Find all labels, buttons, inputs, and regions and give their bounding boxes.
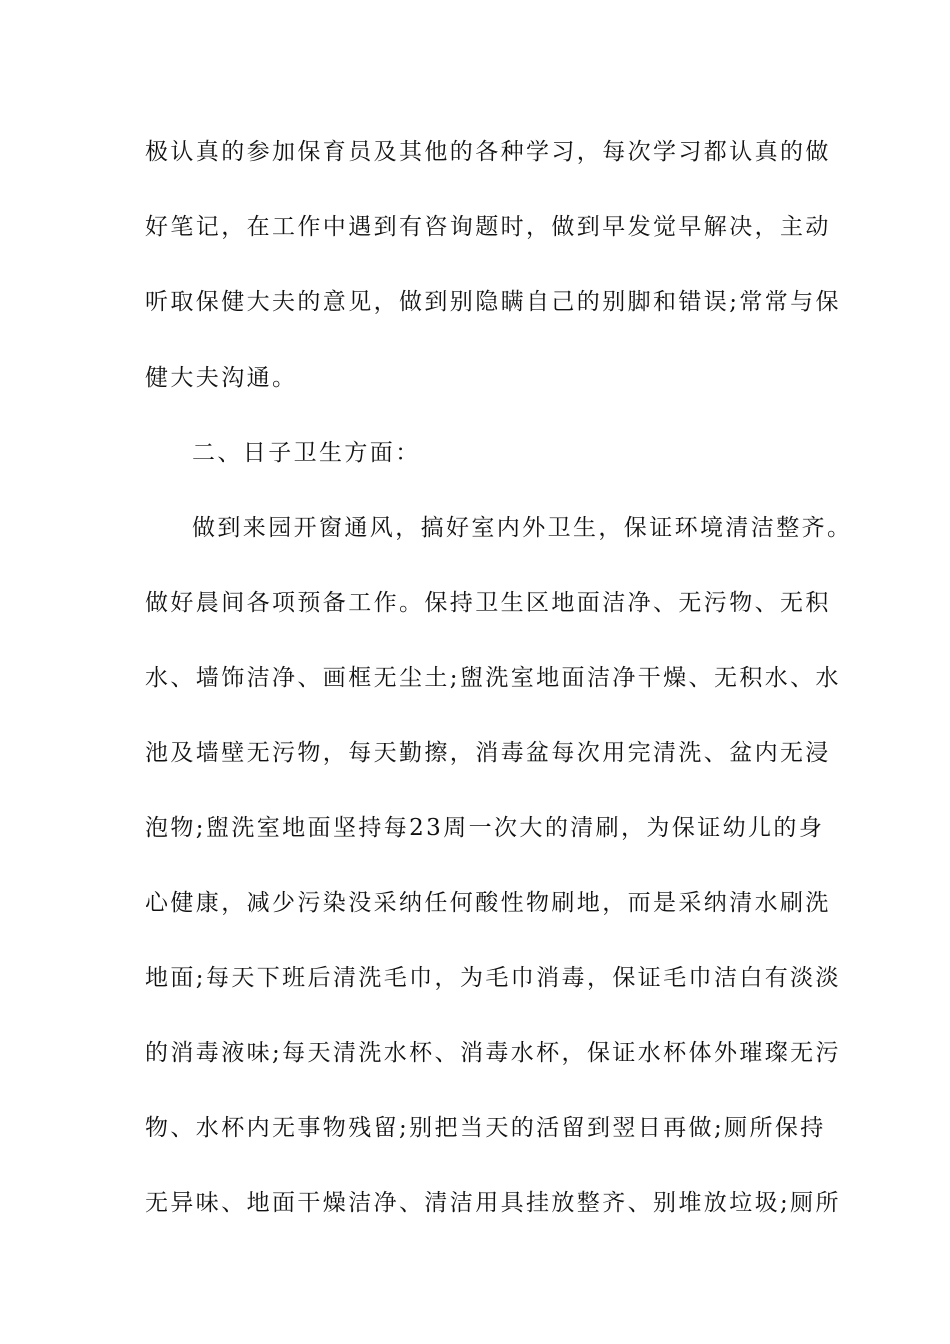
text-line: 做到来园开窗通风，搞好室内外卫生，保证环境清洁整齐。	[192, 515, 853, 541]
text-line: 无异味、地面干燥洁净、清洁用具挂放整齐、别堆放垃圾;厕所	[145, 1190, 841, 1216]
text-line: 池及墙壁无污物，每天勤擦，消毒盆每次用完清洗、盆内无浸	[145, 740, 831, 766]
text-line: 做好晨间各项预备工作。保持卫生区地面洁净、无污物、无积	[145, 590, 831, 616]
section-heading: 二、日子卫生方面：	[192, 440, 421, 466]
text-line: 的消毒液味;每天清洗水杯、消毒水杯，保证水杯体外璀璨无污	[145, 1040, 841, 1066]
text-line: 水、墙饰洁净、画框无尘土;盥洗室地面洁净干燥、无积水、水	[145, 665, 841, 691]
text-line: 听取保健大夫的意见，做到别隐瞒自己的别脚和错误;常常与保	[145, 289, 841, 315]
text-line: 物、水杯内无事物残留;别把当天的活留到翌日再做;厕所保持	[145, 1115, 826, 1141]
text-line: 泡物;盥洗室地面坚持每23周一次大的清刷，为保证幼儿的身	[145, 815, 825, 841]
text-line: 地面;每天下班后清洗毛巾，为毛巾消毒，保证毛巾洁白有淡淡	[145, 965, 841, 991]
text-line: 健大夫沟通。	[145, 365, 298, 391]
text-line: 心健康，减少污染没采纳任何酸性物刷地，而是采纳清水刷洗	[145, 890, 831, 916]
text-line: 极认真的参加保育员及其他的各种学习，每次学习都认真的做	[145, 139, 831, 165]
text-line: 好笔记，在工作中遇到有咨询题时，做到早发觉早解决，主动	[145, 214, 831, 240]
